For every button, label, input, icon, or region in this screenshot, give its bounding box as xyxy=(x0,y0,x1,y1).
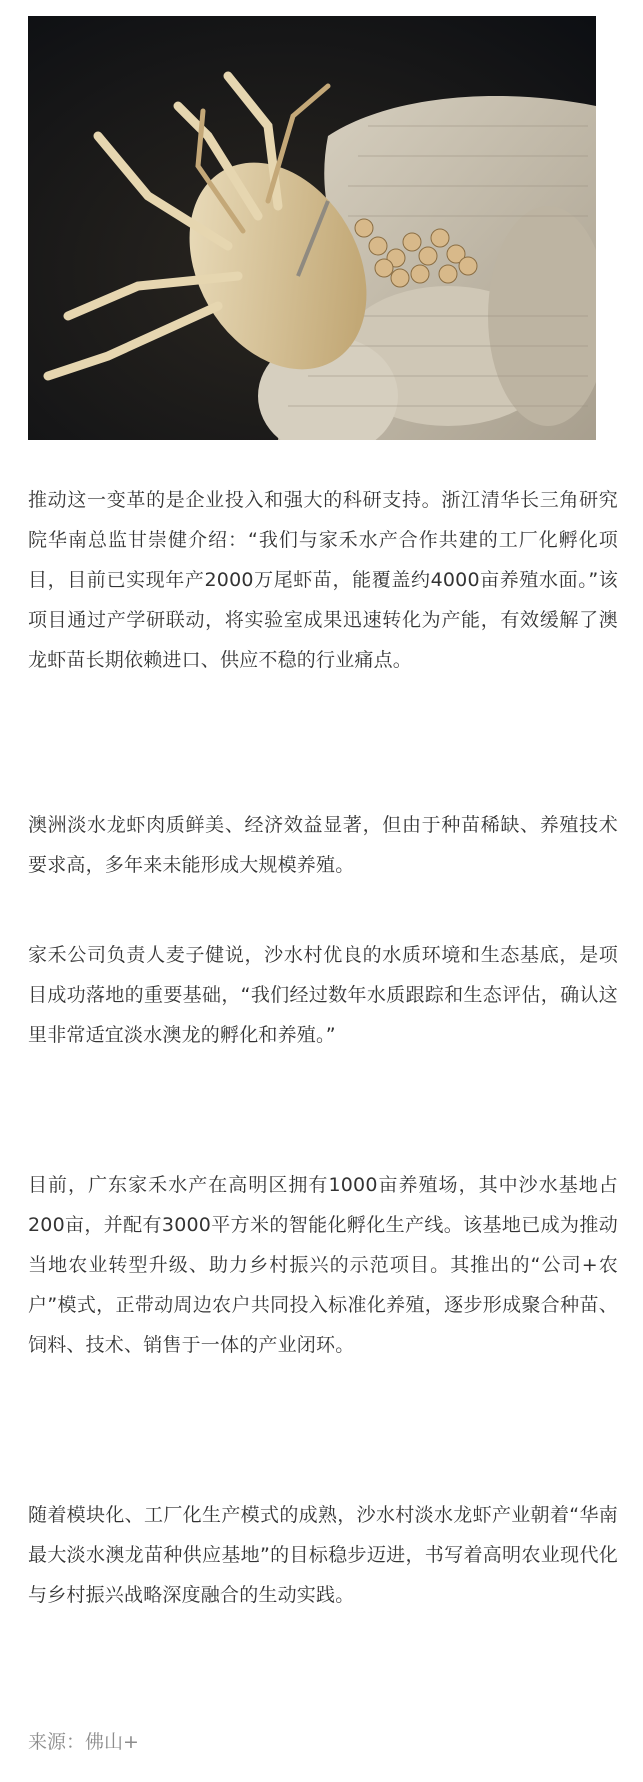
article-source: 来源：佛山+ xyxy=(28,1731,139,1753)
article-paragraph: 目前，广东家禾水产在高明区拥有1000亩养殖场，其中沙水基地占200亩，并配有3000平方米的智能化孵化生产线。该基地已成为推动当地农业转型升级、助力乡村振兴的示范项目。其推出的“公司+农户”模式，正带动周边农户共同投入标准化养殖，逐步形成聚合种苗、饲料、技术、销售于一体的产业闭环。 xyxy=(28,1174,618,1356)
article-paragraph: 随着模块化、工厂化生产模式的成熟，沙水村淡水龙虾产业朝着“华南最大淡水澳龙苗种供应基地”的目标稳步迈进，书写着高明农业现代化与乡村振兴战略深度融合的生动实践。 xyxy=(28,1504,618,1606)
article-paragraph: 澳洲淡水龙虾肉质鲜美、经济效益显著，但由于种苗稀缺、养殖技术要求高，多年来未能形成大规模养殖。 xyxy=(28,814,618,876)
crayfish-photo xyxy=(28,16,596,440)
article-paragraph: 家禾公司负责人麦子健说，沙水村优良的水质环境和生态基底，是项目成功落地的重要基础，“我们经过数年水质跟踪和生态评估，确认这里非常适宜淡水澳龙的孵化和养殖。” xyxy=(28,944,618,1046)
article-paragraph: 推动这一变革的是企业投入和强大的科研支持。浙江清华长三角研究院华南总监甘崇健介绍：“我们与家禾水产合作共建的工厂化孵化项目，目前已实现年产2000万尾虾苗，能覆盖约4000亩养殖水面。”该项目通过产学研联动，将实验室成果迅速转化为产能，有效缓解了澳龙虾苗长期依赖进口、供应不稳的行业痛点。 xyxy=(28,489,618,671)
crayfish-photo-illustration xyxy=(28,16,596,440)
